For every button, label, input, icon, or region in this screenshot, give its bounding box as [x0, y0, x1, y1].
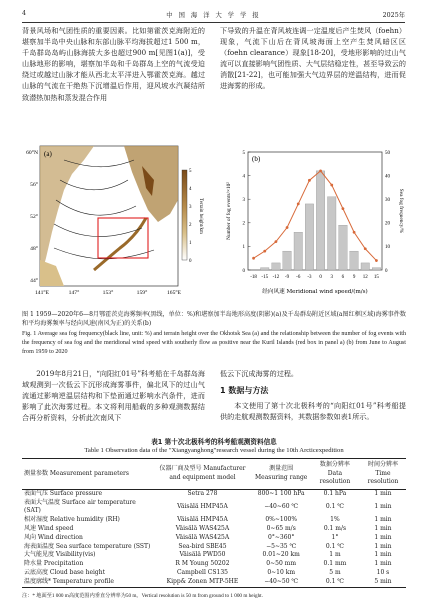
table-row — [22, 551, 406, 560]
y-right-tick-label: 10 — [385, 245, 390, 251]
table-cell: 海表面温度 Sea surface temperature (SST) — [24, 542, 151, 550]
fog-event-bar — [305, 204, 313, 270]
table-cell: 降水量 Precipitation — [24, 560, 84, 568]
chart-frame — [248, 152, 382, 270]
fog-event-bar — [328, 197, 336, 270]
table-cell: 1 min — [374, 489, 392, 497]
lon-label: 159° — [136, 290, 148, 296]
paragraph: 下导致的升温在背风坡连调一定温度后产生焚风（foehn）现象，气流下山后在背风坡海面上空产生焚风暗区区（foehn clearance）现象[18-20]，受地形影响的过山气流可以直接影响气团性质、大气层结稳定性，甚至导致云的消散[21-22]，也可能加强大气边界层的逆温结构，进而促进海雾的形成。 — [220, 26, 406, 91]
figure-1 — [22, 140, 406, 310]
fog-frequency-point — [252, 257, 255, 260]
table-cell: 0.1 ℃ — [325, 542, 345, 550]
fog-event-bar — [272, 263, 280, 270]
table-cell: 0.1 ℃ — [310, 578, 360, 587]
table-row — [22, 534, 406, 543]
table-cell: Väisälä PWD50 — [179, 551, 226, 559]
table-cell: 5 min — [360, 578, 406, 587]
journal-year: 2025年 — [382, 12, 405, 19]
table-cell: Sea-bird SBE45 — [178, 542, 227, 550]
page-number: 4 — [22, 10, 27, 17]
page-header — [22, 10, 405, 22]
paragraph: 背景风场和气团性质的重要因素。比如第霍茨克海附近的堪察加半岛中央山脉和东部山脉平均海拔超过1 500 m，千岛群岛岛屿山脉海拔大多也超过900 m[见图1(a)]，受山脉地形的影响，堪察加半岛和千岛群岛上空的气流受迫绕过或越过山脉才能从西北太平洋进入鄂霍茨克海。越过山脉的气流在干绝热下沉增温后作用，迎风坡水汽凝结所致潜热加热和蒸发混合作用 — [22, 26, 205, 102]
x-axis-label: 经向风速 Meridional wind speed/(m/s) — [262, 289, 368, 295]
table-cell: Kipp& Zonen MTP-5HE — [153, 578, 253, 587]
colorbar-tick: 5 — [189, 169, 192, 174]
table-cell: 10 s — [376, 568, 390, 576]
body-text-top-right — [220, 25, 406, 92]
table-cell: 相对湿度 Relative humidity (RH) — [24, 516, 120, 524]
fog-frequency-point — [342, 207, 345, 210]
table-cell: 1 min — [374, 524, 392, 532]
fog-frequency-point — [297, 203, 300, 206]
table-cell: 1 min — [374, 516, 392, 524]
table-cell: 0~65 m/s — [266, 524, 296, 532]
lon-label: 165°E — [166, 290, 182, 296]
column-header: 数据分辨率 Data resolution — [310, 459, 360, 490]
fog-event-bar — [361, 263, 369, 270]
lon-label: 147° — [68, 290, 80, 296]
x-tick-label: -6 — [296, 275, 301, 280]
fog-event-bar — [372, 268, 380, 270]
table-cell: 1 min — [374, 560, 392, 568]
y-tick-label: 2 — [242, 221, 245, 227]
table-row — [22, 525, 406, 534]
x-tick-label: 9 — [352, 275, 356, 280]
table-cell: 0.01~20 km — [262, 551, 300, 559]
observation-data-table — [22, 458, 406, 588]
table-cell: 0~10 km — [267, 568, 296, 576]
y-tick-label: 5 — [242, 150, 245, 156]
y-right-tick-label: 30 — [385, 198, 390, 203]
y-right-tick-label: 50 — [385, 150, 390, 156]
table-cell: Väisälä HMP45A — [177, 516, 228, 524]
fog-event-bar — [283, 251, 291, 270]
y-right-tick-label: 40 — [385, 174, 390, 180]
table-cell: 温度廓线* Temperature profile — [22, 578, 153, 587]
fog-event-bar — [350, 251, 358, 270]
table-cell: Väisälä HMP45A — [177, 502, 228, 510]
column-header: 仪器厂商及型号 Manufacturer and equipment model — [153, 459, 253, 490]
fog-event-bar — [316, 171, 324, 270]
figure-caption-en: Fig. 1 Average sea fog frequency(black line, unit: %) and terrain height over the Okhotsk Sea (a) and the relationship between the number of fog events with the frequency of sea fog and the meridional wind speed with southerly flow as positive near the Kuril Islands (red box in panel a) (b) from June to August from 1959 to 2020 — [22, 331, 406, 356]
table-cell: Setra 278 — [187, 489, 218, 497]
colorbar — [182, 170, 187, 260]
table-cell: 大气能见度 Visibility(vis) — [24, 551, 96, 559]
lat-label: 48° — [30, 246, 38, 252]
fog-wind-chart — [222, 142, 406, 297]
x-tick-label: 6 — [341, 275, 345, 280]
fog-frequency-point — [353, 231, 356, 234]
colorbar-tick: 3 — [189, 205, 192, 210]
table-cell: 0.1 mm — [323, 560, 347, 568]
table-header-row — [22, 459, 406, 490]
table-cell: Väisälä WAS425A — [175, 524, 230, 532]
lat-label: 56° — [30, 182, 38, 188]
table-cell: 风向 Wind direction — [24, 533, 83, 541]
table-row — [22, 569, 406, 578]
y-tick-label: 0 — [242, 268, 245, 274]
table-cell: 0%~100% — [265, 516, 298, 524]
table-cell: 0.1 hPa — [323, 489, 347, 497]
lon-label: 153° — [102, 290, 114, 296]
y-axis-label: Number of fog events/×10² — [226, 182, 232, 240]
colorbar-tick: 2 — [189, 223, 192, 228]
figure-caption-cn: 图 1 1959—2020年6—8月鄂霍茨克海雾频率(黑线，单位：%)和堪察加半岛地形高度(阴影)(a)及千岛群岛附近区域(a图红框区域)海雾事件数和平均海雾频率与经向风速(南风为正)的关系(b) — [22, 311, 406, 328]
y-tick-label: 1 — [242, 245, 245, 251]
table-cell: 1 min — [374, 502, 392, 510]
table-cell: −5~35 ℃ — [266, 542, 297, 550]
body-text-mid-left — [22, 368, 205, 423]
body-text-top-left — [22, 25, 205, 103]
fog-frequency-point — [263, 250, 266, 253]
fog-frequency-point — [364, 247, 367, 250]
table-row — [22, 516, 406, 525]
table-cell: 5 m — [329, 568, 341, 576]
panel-label-a: (a) — [44, 150, 52, 158]
fog-frequency-point — [308, 179, 311, 182]
table-cell: 0.1 ℃ — [325, 502, 345, 510]
y-axis-right-label: Sea fog frequency/% — [398, 188, 404, 234]
paragraph: 低云下沉成海雾的过程。 — [220, 369, 299, 378]
journal-name: 中 国 海 洋 大 学 学 报 — [166, 12, 261, 19]
table-cell: 表面大气温度 Surface air temperature (SAT) — [24, 498, 136, 515]
lat-label: 44° — [30, 278, 38, 284]
body-text-mid-right — [220, 368, 406, 422]
table-cell: 800~1 100 hPa — [257, 489, 305, 497]
table-cell: 1 min — [374, 551, 392, 559]
column-header: 时间分辨率 Time resolution — [360, 459, 406, 490]
x-tick-label: -15 — [261, 275, 269, 280]
terrain-map — [24, 140, 204, 300]
table-cell: 1 min — [374, 533, 392, 541]
table-cell: 表面气压 Surface pressure — [24, 489, 103, 497]
fog-event-bar — [339, 225, 347, 270]
lat-label: 60°N — [26, 150, 38, 156]
table-cell: 1% — [330, 516, 340, 524]
lat-label: 52° — [30, 214, 38, 220]
paragraph: 2019年8月21日，“向阳红01号”科考船在千岛群岛海域观测到一次低云下沉形成海雾事件，偏北风下的过山气流通过影响逆温层结构和下垫面通过影响水汽条件，进而影响了此次海雾过程。本文将利用船载的多种观测数据结合再分析资料，分析此次南风下 — [22, 369, 205, 423]
panel-label-b: (b) — [252, 155, 261, 163]
table-title-cn: 表1 第十次北极科考的科考船观测资料信息 — [151, 438, 277, 446]
y-right-tick-label: 20 — [385, 221, 390, 227]
table-cell: Väisälä WAS425A — [175, 533, 230, 541]
table-cell: 风速 Wind speed — [24, 524, 74, 532]
fog-frequency-point — [286, 226, 289, 229]
x-tick-label: -3 — [307, 275, 312, 280]
y-tick-label: 4 — [242, 174, 245, 180]
column-header: 测量参数 Measurement parameters — [22, 459, 153, 490]
fog-event-bar — [294, 232, 302, 270]
paragraph: 本文使用了第十次北极科考的“向阳红01号”科考船提供的走航观测数据资料，其数据参数如表1所示。 — [220, 401, 406, 422]
table-cell: −40~60 ℃ — [264, 502, 299, 510]
table-body — [22, 489, 406, 587]
table-cell: Campbell CS135 — [176, 568, 228, 576]
fog-frequency-point — [330, 184, 333, 187]
fog-frequency-point — [319, 169, 322, 172]
table-cell: −40~50 ℃ — [252, 578, 310, 587]
table-title-en: Table 1 Observation data of the "Xiangyanghong"research vessel during the 10th Arcticexpedition — [84, 447, 344, 454]
y-right-tick-label: 0 — [385, 268, 388, 274]
table-cell: 云底高度 Cloud base height — [24, 568, 106, 576]
table-cell: 1 min — [374, 542, 392, 550]
table-cell: 1° — [331, 533, 339, 541]
x-tick-label: 3 — [330, 275, 333, 280]
table-row — [22, 578, 406, 587]
table-row — [22, 560, 406, 569]
x-tick-label: -12 — [272, 275, 280, 280]
colorbar-label: Terrain height/km — [198, 198, 203, 234]
fog-frequency-point — [275, 240, 278, 243]
table-row — [22, 499, 406, 517]
table-note: 注：* 地面至1 000 m高度范围内垂直分辨率为50 m。Vertical resolution is 50 m from ground to 1 000 m height. — [22, 593, 263, 599]
colorbar-tick: 0 — [189, 259, 192, 264]
y-tick-label: 3 — [242, 198, 245, 203]
fog-frequency-line — [254, 171, 377, 261]
column-header: 测量范围 Measuring range — [252, 459, 310, 490]
table-cell: 1 m — [329, 551, 341, 559]
table-cell: 0.1 m/s — [323, 524, 347, 532]
x-tick-label: -9 — [284, 275, 290, 280]
x-tick-label: 12 — [362, 275, 368, 280]
colorbar-tick: 1 — [189, 241, 192, 246]
table-cell: 0°~360° — [268, 533, 295, 541]
section-heading: 1 数据与方法 — [220, 386, 269, 396]
x-tick-label: 15 — [373, 275, 379, 280]
lon-label: 141°E — [34, 290, 50, 296]
x-tick-label: -18 — [250, 275, 257, 280]
fog-frequency-point — [375, 259, 378, 262]
table-cell: R M Young 50202 — [175, 560, 230, 568]
x-tick-label: 0 — [319, 275, 322, 280]
header-rule — [22, 22, 405, 23]
table-row — [22, 489, 406, 498]
table-cell: 0~50 mm — [266, 560, 297, 568]
colorbar-tick: 4 — [189, 187, 192, 192]
fog-event-bar — [261, 268, 269, 270]
